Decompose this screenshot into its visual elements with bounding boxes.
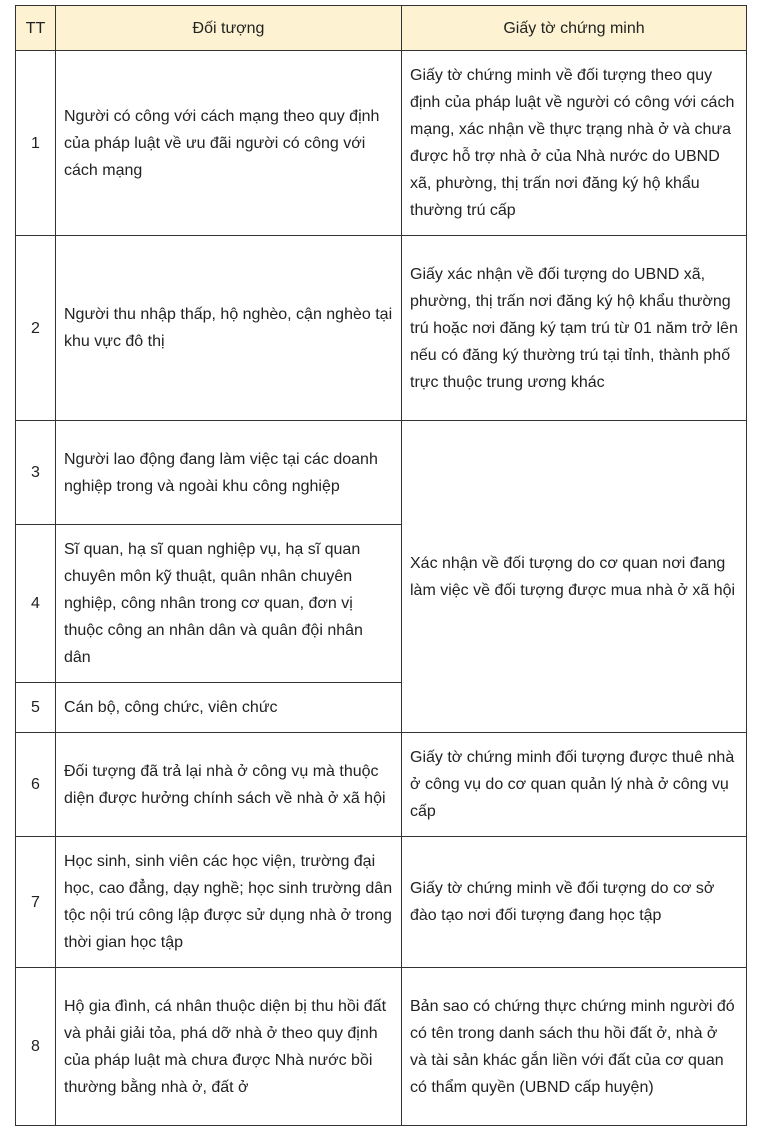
row-document: Giấy tờ chứng minh về đối tượng theo quy định của pháp luật về người có công với cách mạng, xác nhận về thực trạng nhà ở và chưa được hỗ trợ nhà ở của Nhà nước do UBND xã, phường, thị trấn nơi đăng ký hộ khẩu thường trú cấp	[402, 51, 747, 236]
header-giay-to: Giấy tờ chứng minh	[402, 6, 747, 51]
header-doi-tuong: Đối tượng	[56, 6, 402, 51]
row-subject: Sĩ quan, hạ sĩ quan nghiệp vụ, hạ sĩ quan chuyên môn kỹ thuật, quân nhân chuyên nghiệp, công nhân trong cơ quan, đơn vị thuộc công an nhân dân và quân đội nhân dân	[56, 525, 402, 683]
row-number: 5	[16, 683, 56, 733]
row-document-merged: Xác nhận về đối tượng do cơ quan nơi đang làm việc về đối tượng được mua nhà ở xã hội	[402, 421, 747, 733]
row-subject: Học sinh, sinh viên các học viện, trường đại học, cao đẳng, dạy nghề; học sinh trường dân tộc nội trú công lập được sử dụng nhà ở trong thời gian học tập	[56, 837, 402, 968]
row-number: 8	[16, 968, 56, 1126]
row-subject: Cán bộ, công chức, viên chức	[56, 683, 402, 733]
row-number: 3	[16, 421, 56, 525]
table-header-row	[16, 6, 747, 51]
eligibility-table	[15, 5, 747, 1126]
table-row	[16, 837, 747, 968]
row-number: 1	[16, 51, 56, 236]
table-row	[16, 733, 747, 837]
row-subject: Người thu nhập thấp, hộ nghèo, cận nghèo tại khu vực đô thị	[56, 236, 402, 421]
row-document: Giấy tờ chứng minh đối tượng được thuê nhà ở công vụ do cơ quan quản lý nhà ở công vụ cấp	[402, 733, 747, 837]
row-number: 2	[16, 236, 56, 421]
row-subject: Người lao động đang làm việc tại các doanh nghiệp trong và ngoài khu công nghiệp	[56, 421, 402, 525]
table-row	[16, 236, 747, 421]
row-subject: Đối tượng đã trả lại nhà ở công vụ mà thuộc diện được hưởng chính sách về nhà ở xã hội	[56, 733, 402, 837]
document-container	[15, 5, 747, 1126]
row-subject: Hộ gia đình, cá nhân thuộc diện bị thu hồi đất và phải giải tỏa, phá dỡ nhà ở theo quy định của pháp luật mà chưa được Nhà nước bồi thường bằng nhà ở, đất ở	[56, 968, 402, 1126]
row-number: 6	[16, 733, 56, 837]
table-row	[16, 421, 747, 525]
row-subject: Người có công với cách mạng theo quy định của pháp luật về ưu đãi người có công với cách mạng	[56, 51, 402, 236]
table-row	[16, 968, 747, 1126]
row-document: Giấy tờ chứng minh về đối tượng do cơ sở đào tạo nơi đối tượng đang học tập	[402, 837, 747, 968]
table-row	[16, 51, 747, 236]
row-document: Giấy xác nhận về đối tượng do UBND xã, phường, thị trấn nơi đăng ký hộ khẩu thường trú hoặc nơi đăng ký tạm trú từ 01 năm trở lên nếu có đăng ký thường trú tại tỉnh, thành phố trực thuộc trung ương khác	[402, 236, 747, 421]
row-number: 7	[16, 837, 56, 968]
header-tt: TT	[16, 6, 56, 51]
row-number: 4	[16, 525, 56, 683]
row-document: Bản sao có chứng thực chứng minh người đó có tên trong danh sách thu hồi đất ở, nhà ở và tài sản khác gắn liền với đất của cơ quan có thẩm quyền (UBND cấp huyện)	[402, 968, 747, 1126]
